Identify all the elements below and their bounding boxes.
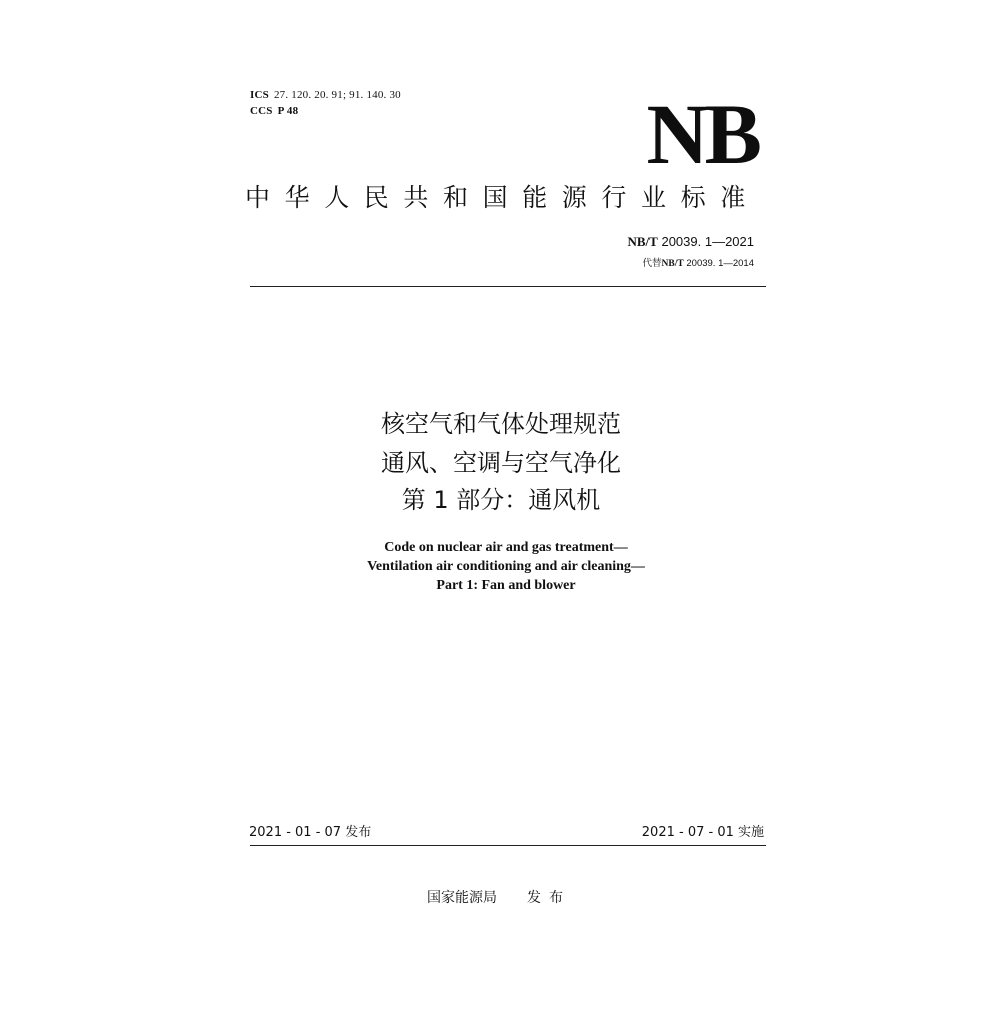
- organization-title: 中华人民共和国能源行业标准: [245, 183, 760, 212]
- issue-date: 2021 - 01 - 07 发布: [249, 825, 372, 840]
- issuer: [427, 889, 571, 907]
- title-en-line2: Ventilation air conditioning and air cleaning—: [367, 559, 645, 574]
- title-zh-line1: 核空气和气体处理规范: [381, 410, 621, 438]
- footer-divider: [250, 845, 766, 846]
- ics-code: [250, 89, 401, 101]
- standard-number: [540, 234, 754, 250]
- title-en-line3: Part 1: Fan and blower: [436, 578, 576, 593]
- ccs-label: CCS: [250, 105, 273, 117]
- standard-number-prefix: NB/T: [627, 234, 658, 249]
- implementation-date: 2021 - 07 - 01 实施: [641, 825, 764, 840]
- ccs-value: P 48: [277, 105, 299, 117]
- title-zh-line3: 第 1 部分：通风机: [401, 486, 601, 514]
- ics-value: 27. 120. 20. 91; 91. 140. 30: [273, 89, 401, 101]
- replaces-prefix: NB/T: [661, 259, 684, 269]
- nb-logo: NB: [646, 86, 758, 182]
- issuer-name: 国家能源局: [427, 890, 497, 906]
- standard-number-value: 20039. 1—2021: [661, 234, 754, 249]
- title-zh-line2: 通风、空调与空气净化: [381, 449, 621, 477]
- title-en-line1: Code on nuclear air and gas treatment—: [384, 540, 628, 555]
- ccs-code: [250, 105, 298, 117]
- replaces-value: 20039. 1—2014: [686, 258, 754, 269]
- replaces-standard: [540, 255, 754, 269]
- replaces-label: 代替: [642, 258, 662, 269]
- header-divider: [250, 286, 766, 287]
- ics-label: ICS: [250, 89, 269, 101]
- issuer-action: 发布: [527, 890, 571, 906]
